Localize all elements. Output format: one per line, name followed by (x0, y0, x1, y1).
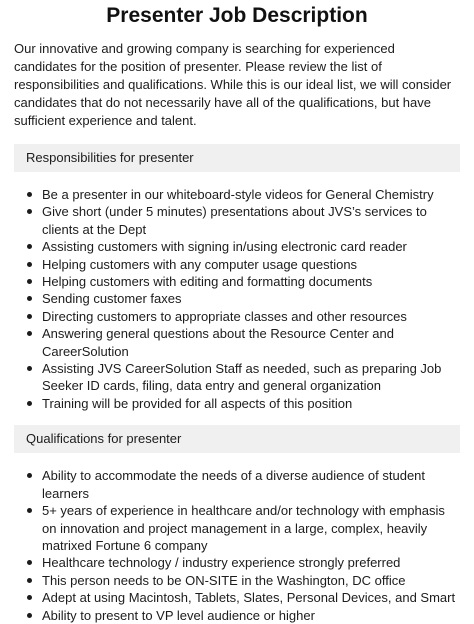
list-item-text: Assisting JVS CareerSolution Staff as needed, such as preparing Job Seeker ID cards, filing, data entry and general organization (42, 361, 442, 394)
list-item-text: Sending customer faxes (42, 291, 182, 307)
list-item-text: This person needs to be ON-SITE in the Washington, DC office (42, 572, 406, 588)
list-item (42, 395, 460, 412)
list-item-text: Directing customers to appropriate classes and other resources (42, 308, 407, 324)
page-title: Presenter Job Description (106, 4, 368, 27)
bullet-icon (27, 244, 32, 249)
list-item-text: Helping customers with any computer usage questions (42, 256, 358, 272)
bullet-icon (27, 401, 32, 406)
bullet-icon (27, 508, 32, 513)
bullet-icon (27, 560, 32, 565)
list-item (42, 273, 460, 290)
list-item-text: Adept at using Macintosh, Tablets, Slates, Personal Devices, and Smart (42, 590, 456, 606)
list-item-text: Healthcare technology / industry experience strongly preferred (42, 555, 401, 571)
list-item-text: Ability to present to VP level audience or higher (42, 607, 315, 623)
list-item (42, 360, 460, 395)
bullet-icon (27, 192, 32, 197)
list-item (42, 554, 460, 571)
list-item (42, 238, 460, 255)
list-item (42, 467, 460, 502)
list-item-text: Training will be provided for all aspects of this position (42, 395, 353, 411)
list-item-text: Give short (under 5 minutes) presentations about JVS’s services to clients at the Dept (42, 204, 427, 237)
list-item-text: Be a presenter in our whiteboard-style videos for General Chemistry (42, 187, 434, 202)
bullet-icon (27, 366, 32, 371)
responsibilities-heading: Responsibilities for presenter (14, 144, 460, 172)
bullet-icon (27, 262, 32, 267)
bullet-icon (27, 613, 32, 618)
bullet-icon (27, 296, 32, 301)
bullet-icon (27, 473, 32, 478)
list-item-text: Answering general questions about the Resource Center and CareerSolution (42, 326, 394, 359)
list-item-text: 5+ years of experience in healthcare and/or technology with emphasis on innovation and project management in a large, complex, heavily matrixed Fortune 6 company (42, 503, 445, 553)
bullet-icon (27, 209, 32, 214)
list-item-text: Helping customers with editing and formatting documents (42, 274, 373, 290)
intro-paragraph: Our innovative and growing company is searching for experienced candidates for the position of presenter. Please review the list of responsibilities and qualifications. While this is our ideal list, we will consider candidates that do not necessarily have all of the qualifications, but have sufficient experience and talent. (14, 41, 452, 128)
list-item (42, 308, 460, 325)
bullet-icon (27, 279, 32, 284)
responsibilities-list (14, 186, 460, 412)
list-item (42, 502, 460, 554)
list-item (42, 572, 460, 589)
qualifications-heading: Qualifications for presenter (14, 425, 460, 453)
list-item (42, 589, 460, 606)
bullet-icon (27, 578, 32, 583)
list-item-text: Assisting customers with signing in/using electronic card reader (42, 239, 407, 255)
qualifications-list (14, 467, 460, 624)
bullet-icon (27, 331, 32, 336)
list-item-text: Ability to accommodate the needs of a diverse audience of student learners (42, 468, 426, 501)
list-item (42, 325, 460, 360)
list-item (42, 256, 460, 273)
list-item (42, 186, 460, 203)
bullet-icon (27, 595, 32, 600)
list-item (42, 203, 460, 238)
list-item (42, 607, 460, 624)
list-item (42, 290, 460, 307)
bullet-icon (27, 314, 32, 319)
